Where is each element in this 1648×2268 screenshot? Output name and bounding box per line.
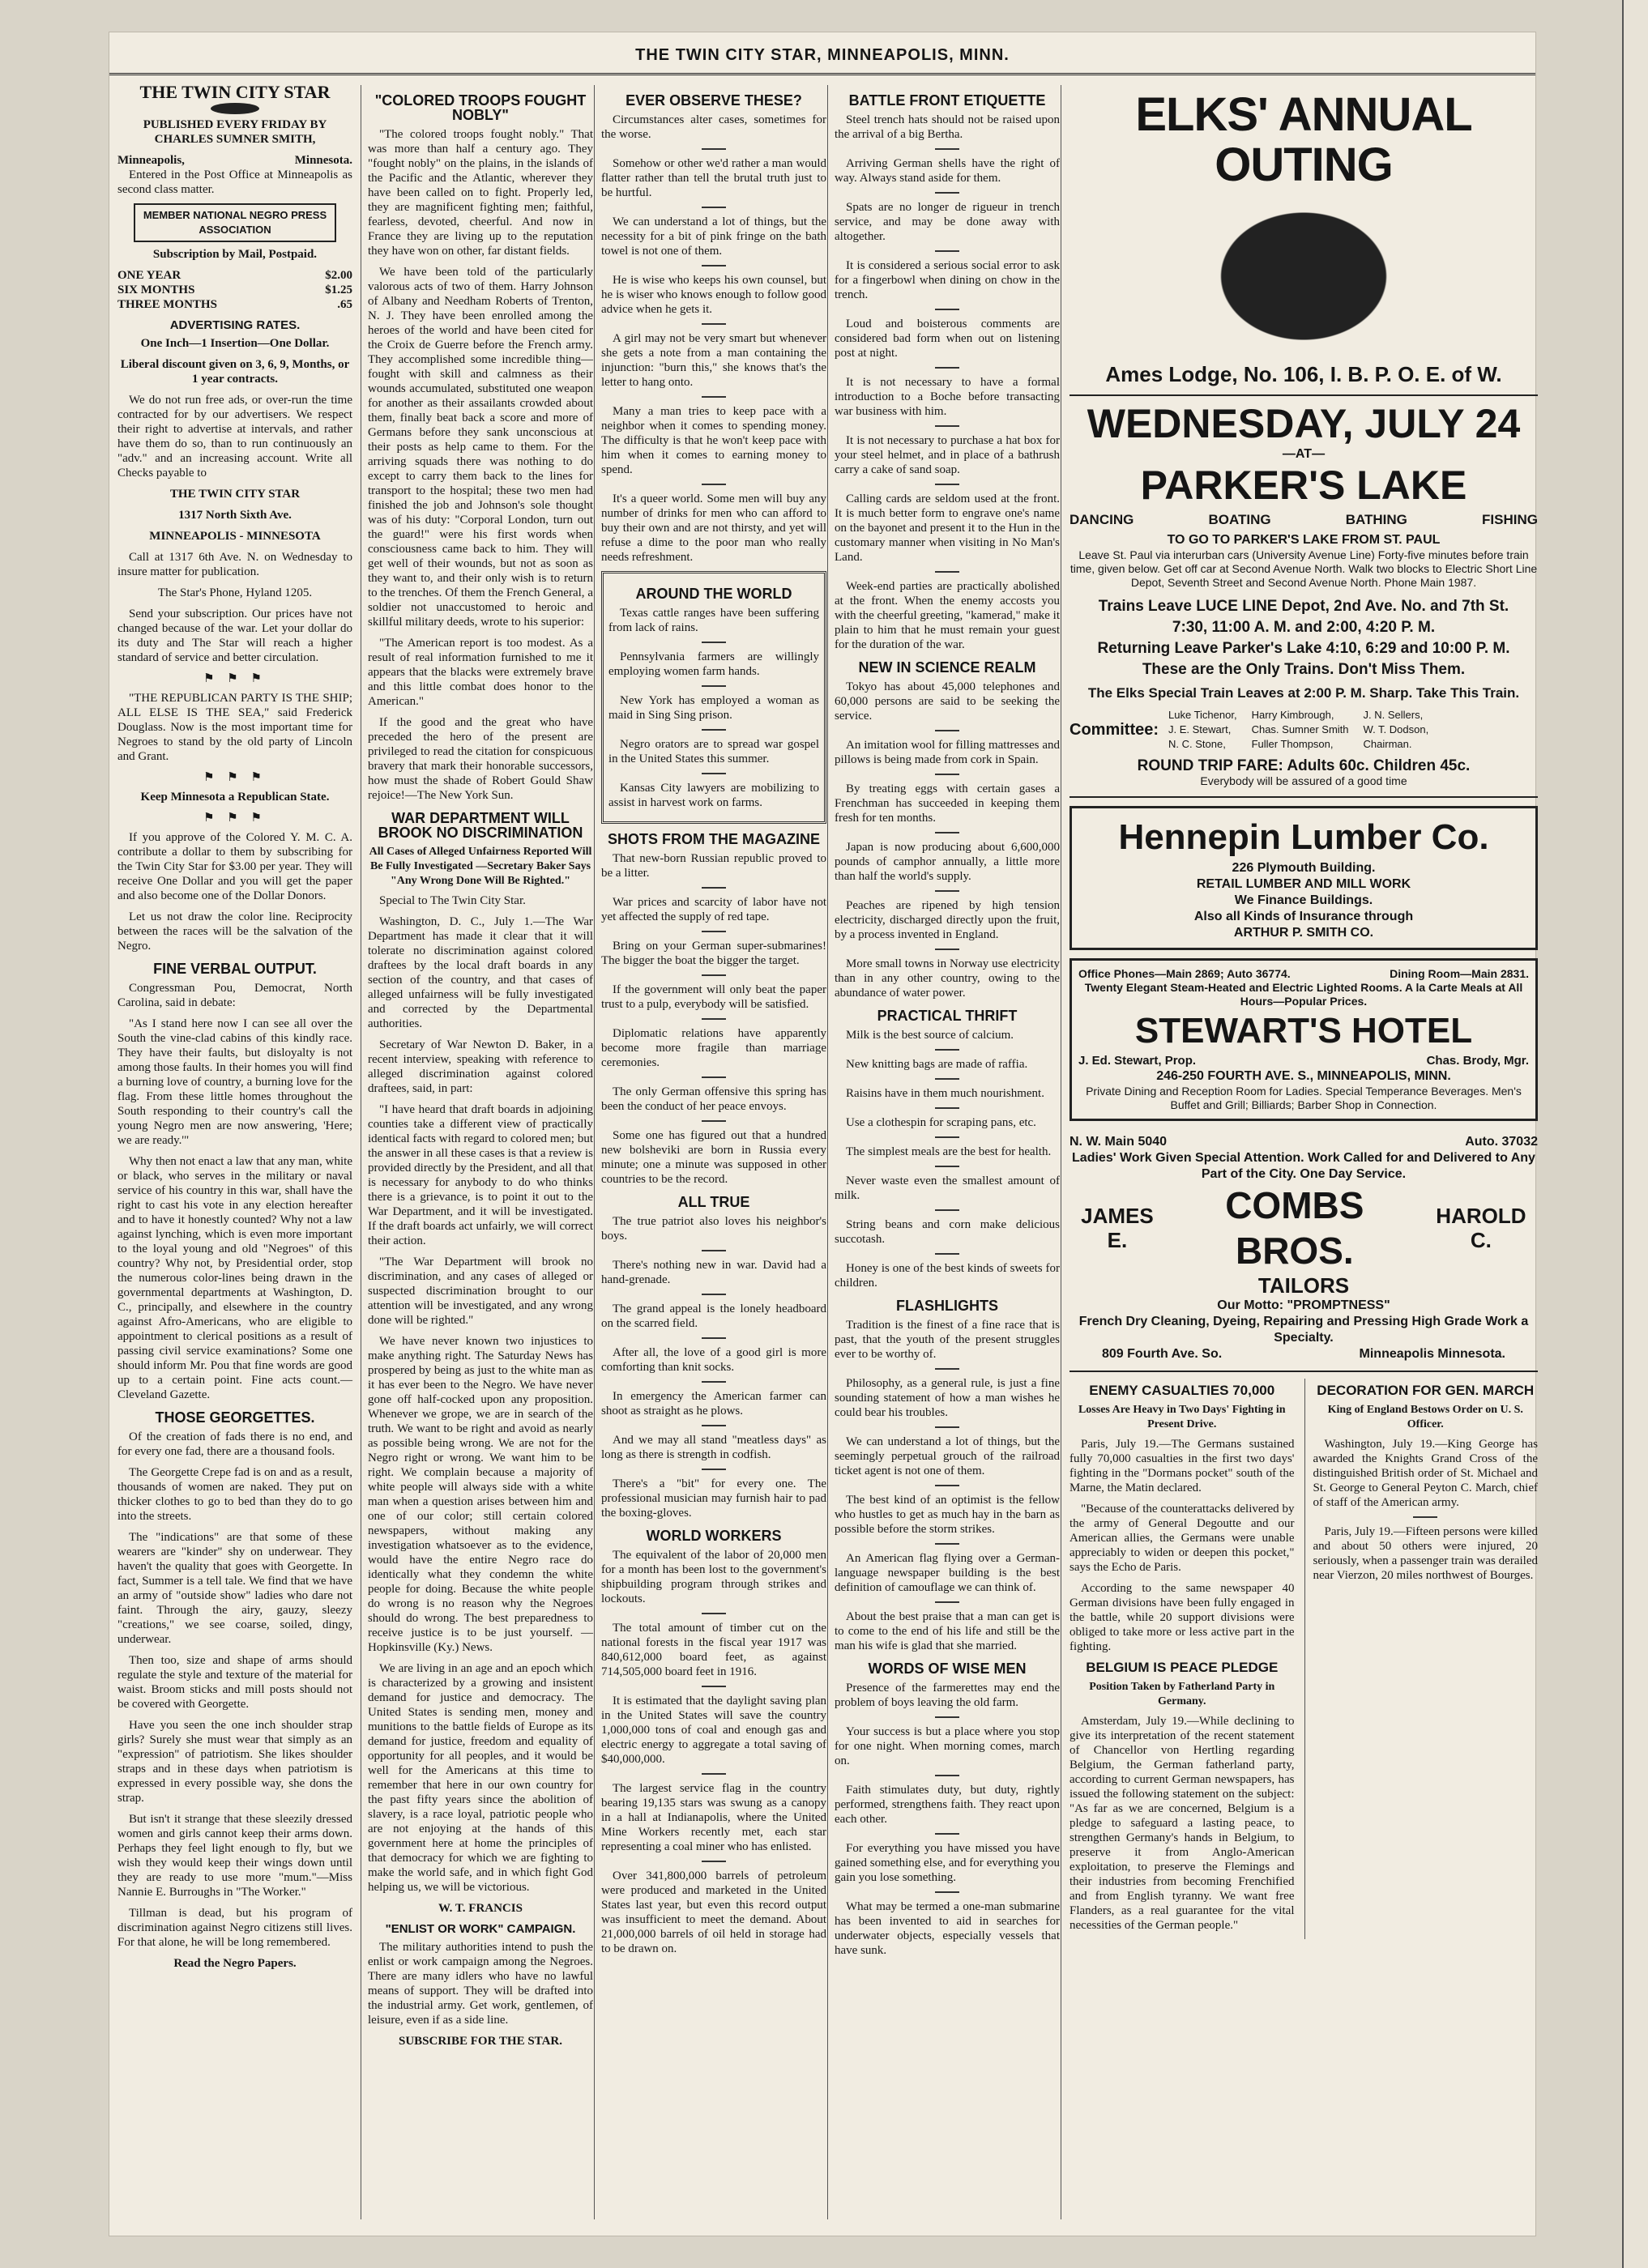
item-paragraph: The equivalent of the labor of 20,000 men for a month has been lost to the government's shipbuilding program through strikes and lockouts. [601, 1549, 826, 1605]
around-world-box [601, 571, 826, 824]
article-paragraph: We are living in an age and an epoch which is characterized by a growing and insistent demand for justice and democracy. The United States is sending men, money and munitions to the battle fields of Europe as its demand for justice, freedom and equality of opportunity for all peoples, and it would be well for the Americans at this time to remember that here in our own country for the past fifty years since the abolition of slavery, is a race loyal, patriotic people who are not enjoying at the hands of this government here at home the principles of that democracy for which we are fighting to make the world safe, and in which fight God helping us, we will be victorious. [368, 1662, 593, 1894]
all-true-heading: ALL TRUE [677, 1194, 750, 1210]
trains-line: Returning Leave Parker's Lake 4:10, 6:29 and 10:00 P. M. [1097, 640, 1510, 657]
article-paragraph: According to the same newspaper 40 German divisions have been fully engaged in the battle, while 20 support divisions were obliged to take more or less active part in the fighting. [1069, 1582, 1295, 1653]
article-paragraph: But isn't it strange that these sleezily dressed women and girls cannot keep their arms down. Perhaps they feel light enough to fly, but we wish they would keep their wings down until they are ready to use more "mum."—Miss Nannie E. Burroughs in "The Worker." [117, 1813, 352, 1899]
address-name: THE TWIN CITY STAR [169, 488, 301, 501]
committee-block [1069, 708, 1538, 752]
combs-bros-ad [1069, 1129, 1538, 1372]
science-heading: NEW IN SCIENCE REALM [858, 659, 1036, 676]
item-paragraph: Some one has figured out that a hundred new bolsheviki are born in Russia every minute; one a minute was supposed in other countries to be the record. [601, 1129, 826, 1186]
item-paragraph: That new-born Russian republic proved to be a litter. [601, 852, 826, 880]
at-label: —AT— [1282, 447, 1326, 461]
combs-tailors: TAILORS [1257, 1273, 1350, 1298]
lower-right-column [1304, 1379, 1539, 1939]
etiquette-heading: BATTLE FRONT ETIQUETTE [848, 92, 1046, 109]
thrift-heading: PRACTICAL THRIFT [877, 1008, 1018, 1024]
column-masthead [117, 85, 359, 2219]
item-paragraph: Pennsylvania farmers are willingly employing women farm hands. [608, 650, 819, 678]
combs-motto: Our Motto: "PROMPTNESS" [1217, 1298, 1390, 1312]
item-paragraph: Circumstances alter cases, sometimes for the worse. [601, 113, 826, 141]
observe-heading: EVER OBSERVE THESE? [625, 92, 802, 109]
article-paragraph: Why then not enact a law that any man, white or black, who serves in the military or naval service of his country in this war, shall have the right to cast his vote in any election hereafter and to have it honestly counted? Why not a law against lynching, which is even more important to the loyal young and old "Negroes" of this country? Why not, by Presidential order, stop the numerous color-lines being drawn in the governmental departments at Washington, D. C., principally, and elsewhere in the country against Afro-Americans, who are eligible to appointment to clerical positions as a result of passing civil service examinations? Some one should inform Mr. Pou that fine words are good up to a certain point. Fine acts count.—Cleveland Gazette. [117, 1155, 352, 1401]
combs-address: 809 Fourth Ave. So. Minneapolis Minnesota. [1102, 1347, 1505, 1361]
adjacent-page-edge [1622, 0, 1648, 2268]
enemy-subheading: Losses Are Heavy in Two Days' Fighting in Present Drive. [1078, 1404, 1286, 1430]
march-heading: DECORATION FOR GEN. MARCH [1317, 1383, 1535, 1398]
location-left: Minneapolis, [117, 154, 185, 167]
item-paragraph: Somehow or other we'd rather a man would flatter rather than tell the brutal truth just to be hurtful. [601, 157, 826, 199]
world-workers-heading: WORLD WORKERS [646, 1528, 782, 1544]
hennepin-title: Hennepin Lumber Co. [1118, 817, 1489, 857]
advertising-discount: Liberal discount given on 3, 6, 9, Months, or 1 year contracts. [120, 358, 350, 386]
lake-name: PARKER'S LAKE [1140, 463, 1467, 508]
item-paragraph: Peaches are ripened by high tension electricity, discharged directly upon the fruit, by a process invented in England. [835, 899, 1060, 941]
article-paragraph: "The American report is too modest. As a result of real information furnished to me it appears that the blacks were extremely brave and this little combat does honor to the American." [368, 637, 593, 708]
article-paragraph: Paris, July 19.—The Germans sustained fully 70,000 casualties in the first two days' fighting in the "Dormans pocket" south of the Marne, the Matin declared. [1069, 1438, 1295, 1494]
fine-verbal-heading: FINE VERBAL OUTPUT. [153, 961, 317, 977]
article-paragraph: Then too, size and shape of arms should regulate the style and texture of the material for waist. Broom sticks and mill posts should not be covered with Georgette. [117, 1654, 352, 1711]
parkers-lake-ad [1069, 396, 1538, 798]
item-paragraph: Texas cattle ranges have been suffering from lack of rains. [608, 607, 819, 634]
combs-services: French Dry Cleaning, Dyeing, Repairing and Pressing High Grade Work a Specialty. [1078, 1315, 1529, 1345]
article-paragraph: If the good and the great who have preceded the hero of the present are privileged to read the citation for conspicuous bravery that mark their honorable successors, how must the shade of Robert Gould Shaw rejoice!—The New York Sun. [368, 716, 593, 802]
article-paragraph: The military authorities intend to push the enlist or work campaign among the Negroes. There are many idlers who have no lawful means of support. They will be drafted into the industrial army. Get work, gentlemen, of leisure, even if as a side line. [368, 1941, 593, 2027]
enlist-heading: "ENLIST OR WORK" CAMPAIGN. [385, 1922, 576, 1936]
article-paragraph: We have never known two injustices to make anything right. The Saturday News has prospered by being as just to the white man as it has ever been to the Negro. We have never gone off half-cocked upon any proposition. Whenever we grope, we are in search of the truth. We want to be right and avoid as nearly as possible being wrong. We are not for the Negro right or wrong. We want him to be right. We complain because a majority of white people will always side with a white man when a question arises between him and one of our color; still certain colored newspapers, without making any investigation whatsoever as to the evidence, would have the entire Negro race do identically what they condemn the white people for doing. Because the white people do wrong is no reason why the Negroes should do wrong. The best preparedness to receive justice is to be just yourself. —Hopkinsville (Ky.) News. [368, 1335, 593, 1654]
advertising-paragraph: We do not run free ads, or over-run the time contracted for by our advertisers. We respect their right to advertise at intervals, and rather have them do so, than to run continuously an "adv." and an increasing account. Write all Checks payable to [117, 394, 352, 480]
color-line-paragraph: Let us not draw the color line. Reciprocity between the races will be the salvation of the Negro. [117, 910, 352, 953]
item-paragraph: The only German offensive this spring has been the conduct of her peace envoys. [601, 1085, 826, 1113]
round-trip-fare: ROUND TRIP FARE: Adults 60c. Children 45c. [1137, 757, 1471, 774]
hennepin-line: We Finance Buildings. [1234, 893, 1373, 907]
item-paragraph: Japan is now producing about 6,600,000 pounds of camphor annually, a little more than half the world's supply. [835, 841, 1060, 883]
directions-text: Leave St. Paul via interurban cars (University Avenue Line) Forty-five minutes before train time, given below. Get off car at Second Avenue North. Walk two blocks to Electric Short Line Depot, Seventh Street and Second Avenue North. Phone Main 1987. [1069, 548, 1538, 589]
elks-ad [1069, 85, 1538, 396]
war-department-subheading: All Cases of Alleged Unfairness Reported Will Be Fully Investigated —Secretary Baker Says "Any Wrong Done Will Be Righted." [369, 846, 592, 887]
item-paragraph: Week-end parties are practically abolished at the front. When the enemy accosts you with the cheerful greeting, "kamerad," make it plain to him that he must remain your guest for the duration of the war. [835, 580, 1060, 651]
lower-news [1069, 1379, 1538, 1939]
column-three [594, 85, 833, 2219]
item-paragraph: Raisins have in them much nourishment. [846, 1087, 1044, 1100]
article-paragraph: The "indications" are that some of these wearers are "kinder" shy on underwear. They haven't the quality that goes with Georgette. In fact, Summer is a tell tale. We find that we have an army of "outside show" ladies who dare not faint. Through the airy, gauzy, sleezy "creations," we see coarse, soiled, dingy, underwear. [117, 1531, 352, 1646]
hennepin-line: ARTHUR P. SMITH CO. [1233, 926, 1374, 940]
lower-left-column [1069, 1379, 1295, 1939]
masthead-title: THE TWIN CITY STAR [139, 85, 331, 102]
republican-quote: "THE REPUBLICAN PARTY IS THE SHIP; ALL ELSE IS THE SEA," said Frederick Douglass. Now is the most important time for Negroes to stand by the old party of Lincoln and Grant. [117, 692, 352, 763]
hotel-note: Private Dining and Reception Room for Ladies. Special Temperance Beverages. Men's Buffet and Grill; Billiards; Barber Shop in Connection. [1086, 1085, 1522, 1111]
item-paragraph: Use a clothespin for scraping pans, etc. [846, 1116, 1036, 1129]
article-paragraph: "As I stand here now I can see all over the South the vine-clad cabins of this kindly race. They have their faults, but disloyalty is not among those faults. In their homes you will find a burning love of country, a burning love for the flag. From these little homes throughout the South responding to their country's call the young Negro men are now answering, 'Here; we are ready.'" [117, 1017, 352, 1147]
item-paragraph: Steel trench hats should not be raised upon the arrival of a big Bertha. [835, 113, 1060, 141]
item-paragraph: Diplomatic relations have apparently become more fragile than marriage ceremonies. [601, 1027, 826, 1069]
georgettes-heading: THOSE GEORGETTES. [155, 1409, 315, 1426]
item-paragraph: Never waste even the smallest amount of milk. [835, 1174, 1060, 1202]
location-row [117, 153, 352, 168]
column-two [361, 85, 600, 2219]
item-paragraph: The grand appeal is the lonely headboard on the scarred field. [601, 1302, 826, 1330]
fare-note: Everybody will be assured of a good time [1200, 774, 1407, 787]
article-paragraph: Secretary of War Newton D. Baker, in a recent interview, speaking with reference to alleged discrimination against colored draftees, said, in part: [368, 1038, 593, 1095]
item-paragraph: There's nothing new in war. David had a hand-grenade. [601, 1259, 826, 1286]
item-paragraph: Philosophy, as a general rule, is just a fine sounding statement of how a man wishes he could bear his troubles. [835, 1377, 1060, 1419]
send-paragraph: Send your subscription. Our prices have not changed because of the war. Let your dollar do its duty and The Star will reach a higher standard of service and better circulation. [117, 608, 352, 664]
hotel-staff: J. Ed. Stewart, Prop. Chas. Brody, Mgr. [1078, 1054, 1529, 1068]
article-paragraph: Amsterdam, July 19.—While declining to give its interpretation of the recent statement of Chancellor von Hertling regarding Belgium, the German fatherland party, according to current German newspapers, has issued the following statement on the subject: "As far as we are concerned, Belgium is a pledge to safeguard a lasting peace, to strengthen Germany's hands in Belgium, to preserve it from Anglo-American exploitation, to preserve the Flemings and their industries from becoming Frenchified and from English tyranny. We want free Flanders, as a real guarantee for the vital necessities of the German people." [1069, 1715, 1295, 1932]
trains-line: Trains Leave LUCE LINE Depot, 2nd Ave. No. and 7th St. [1098, 598, 1509, 615]
item-paragraph: Presence of the farmerettes may end the problem of boys leaving the old farm. [835, 1682, 1060, 1709]
column-advertisements [1061, 85, 1538, 2219]
item-paragraph: Your success is but a place where you stop for one night. When morning comes, march on. [835, 1725, 1060, 1767]
advertising-line: One Inch—1 Insertion—One Dollar. [140, 337, 330, 350]
hennepin-line: RETAIL LUMBER AND MILL WORK [1196, 877, 1411, 891]
item-paragraph: It is estimated that the daylight saving plan in the United States will save the country 1,000,000 tons of coal and enough gas and electric energy to aggregate a total saving of $40,000,000. [601, 1695, 826, 1766]
trains-line: 7:30, 11:00 A. M. and 2:00, 4:20 P. M. [1172, 619, 1436, 636]
item-paragraph: The true patriot also loves his neighbor's boys. [601, 1215, 826, 1243]
combs-title-row: JAMES E. COMBS BROS. HAROLD C. [1081, 1184, 1526, 1272]
rate-row: ONE YEAR $2.00 [117, 269, 352, 282]
war-department-heading: WAR DEPARTMENT WILL BROOK NO DISCRIMINATION [378, 810, 583, 841]
article-paragraph: "The War Department will brook no discrimination, and any cases of alleged or suspected discrimination brought to our attention will be investigated, and any wrong done will be righted." [368, 1256, 593, 1327]
item-paragraph: Faith stimulates duty, but duty, rightly performed, strengthens faith. They react upon each other. [835, 1784, 1060, 1826]
item-paragraph: Honey is one of the best kinds of sweets for children. [835, 1262, 1060, 1290]
item-paragraph: A girl may not be very smart but whenever she gets a note from a man containing the injunction: "burn this," she knows that's the letter to hang onto. [601, 332, 826, 389]
item-paragraph: The total amount of timber cut on the national forests in the fiscal year 1917 was 840,612,000 board feet, as against 714,505,000 board feet in 1916. [601, 1622, 826, 1678]
subscribe-line: SUBSCRIBE FOR THE STAR. [398, 2035, 562, 2048]
item-paragraph: By treating eggs with certain gases a Frenchman has succeeded in keeping them fresh for ten months. [835, 782, 1060, 825]
item-paragraph: What may be termed a one-man submarine has been invented to aid in searches for underwater objects, especially vessels that have sunk. [835, 1900, 1060, 1957]
item-paragraph: After all, the love of a good girl is more comforting than knit socks. [601, 1346, 826, 1374]
running-header: THE TWIN CITY STAR, MINNEAPOLIS, MINN. [109, 40, 1535, 75]
wise-men-heading: WORDS OF WISE MEN [868, 1660, 1027, 1677]
combs-phones: N. W. Main 5040 Auto. 37032 [1069, 1135, 1538, 1149]
call-paragraph: Call at 1317 6th Ave. N. on Wednesday to insure matter for publication. [117, 551, 352, 578]
committee-label: Committee: [1069, 721, 1159, 739]
item-paragraph: Milk is the best source of calcium. [846, 1029, 1014, 1042]
item-paragraph: Over 341,800,000 barrels of petroleum were produced and marketed in the United States last year, but even this record output was insufficient to meet the demand. About 21,000,000 barrels of oil held in storage had to be drawn on. [601, 1869, 826, 1955]
item-paragraph: The best kind of an optimist is the fellow who hustles to get as much hay in the barn as possible before the storm strikes. [835, 1494, 1060, 1536]
item-paragraph: Loud and boisterous comments are considered bad form when out on listening post at night. [835, 318, 1060, 360]
item-paragraph: If the government will only beat the paper trust to a pulp, everybody will be satisfied. [601, 983, 826, 1011]
column-four [827, 85, 1066, 2219]
hennepin-address: 226 Plymouth Building. [1232, 861, 1376, 875]
enemy-casualties-heading: ENEMY CASUALTIES 70,000 [1089, 1383, 1275, 1398]
elk-head-icon [1198, 195, 1409, 357]
article-paragraph: Paris, July 19.—Fifteen persons were killed and about 50 others were injured, 20 seriously, when a passenger train was derailed near Vierzon, 20 miles northwest of Bourges. [1313, 1525, 1538, 1582]
item-paragraph: We can understand a lot of things, but the necessity for a bit of pink fringe on the bath towel is not one of them. [601, 215, 826, 258]
hennepin-line: Also all Kinds of Insurance through [1193, 910, 1414, 923]
member-box: MEMBER NATIONAL NEGRO PRESS ASSOCIATION [134, 203, 336, 242]
item-paragraph: Kansas City lawyers are mobilizing to assist in harvest work on farms. [608, 782, 819, 809]
stewarts-hotel-ad [1069, 958, 1538, 1121]
item-paragraph: We can understand a lot of things, but the seemingly perpetual grouch of the railroad ticket agent is not one of them. [835, 1435, 1060, 1477]
read-negro-papers: Read the Negro Papers. [173, 1957, 297, 1970]
item-paragraph: Arriving German shells have the right of way. Always stand aside for them. [835, 157, 1060, 185]
item-paragraph: It's a queer world. Some men will buy any number of drinks for men who can afford to buy their own and are not thirsty, and yet will refuse a dime to the poor man who really needs refreshment. [601, 492, 826, 564]
combs-work: Ladies' Work Given Special Attention. Work Called for and Delivered to Any Part of the City. One Day Service. [1072, 1151, 1535, 1181]
item-paragraph: String beans and corn make delicious succotash. [835, 1218, 1060, 1246]
directions-heading: TO GO TO PARKER'S LAKE FROM ST. PAUL [1167, 533, 1441, 547]
article-paragraph: We have been told of the particularly valorous acts of two of them. Harry Johnson of Albany and Needham Roberts of Trenton, N. J. They have been enrolled among the heroes of the world and have been cited for the Croix de Guerre before the French army. They accomplished some incredible thing—fought with skill and calmness as their wounds accumulated, substituted one weapon for another as their assailants crowded about them, finally beat back a score and more of Germans before they sank unconscious at their posts as help came to them. For the arriving squads there was nothing to do except to carry them back to the lines for transport to the hospital; these two men had finished the job and Johnson's sole thought was of his duty: "Corporal London, turn out the guard!" were his first words when consciousness came back to him. They will get well of their wounds, but not as soon as they want to, and their only wish is to return to the trenches. Of them the French General, a soldier not unaccustomed to heroic and skillful military deeds, wrote to his superior: [368, 266, 593, 629]
article-paragraph: Special to The Twin City Star. [379, 894, 526, 907]
advertising-heading: ADVERTISING RATES. [169, 318, 301, 332]
flag-ornament-icon: ⚑ ⚑ ⚑ [203, 771, 267, 784]
item-paragraph: And we may all stand "meatless days" as long as there is strength in codfish. [601, 1434, 826, 1461]
article-paragraph: Of the creation of fads there is no end, and for every one fad, there are a thousand fools. [117, 1430, 352, 1458]
item-paragraph: For everything you have missed you have gained something else, and for everything you gain you lose something. [835, 1842, 1060, 1884]
item-paragraph: The simplest meals are the best for health. [846, 1145, 1052, 1158]
item-paragraph: It is not necessary to purchase a hat box for your steel helmet, and in place of a bathrush carry a cake of sand soap. [835, 434, 1060, 476]
event-date: WEDNESDAY, JULY 24 [1087, 401, 1521, 446]
item-paragraph: It is considered a serious social error to ask for a fingerbowl when dining on chow in the trench. [835, 259, 1060, 301]
article-paragraph: Washington, July 19.—King George has awarded the Knights Grand Cross of the distinguished British order of St. Michael and St. George to General Peyton C. March, chief of staff of the American army. [1313, 1438, 1538, 1509]
item-paragraph: In emergency the American farmer can shoot as straight as he plows. [601, 1390, 826, 1418]
item-paragraph: He is wise who keeps his own counsel, but he is wiser who knows enough to follow good advice when he gets it. [601, 274, 826, 316]
special-train: The Elks Special Train Leaves at 2:00 P. M. Sharp. Take This Train. [1087, 685, 1520, 701]
newspaper-page [109, 32, 1538, 2236]
article-paragraph: "Because of the counterattacks delivered by the army of General Degoutte and our American allies, the Germans were unable appreciably to widen or deepen this pocket," says the Echo de Paris. [1069, 1503, 1295, 1574]
rate-row: THREE MONTHS .65 [117, 298, 352, 311]
item-paragraph: More small towns in Norway use electricity than in any other country, owing to the abundance of water power. [835, 957, 1060, 1000]
flashlights-heading: FLASHLIGHTS [896, 1298, 998, 1314]
article-paragraph: Have you seen the one inch shoulder strap girls? Surely she must wear that simply as an "expression" of patriotism. She likes shoulder straps and in these days when patriotism is expressed in every possible way, she dons the strap. [117, 1719, 352, 1805]
address-city: MINNEAPOLIS - MINNESOTA [149, 530, 321, 543]
around-world-heading: AROUND THE WORLD [635, 586, 792, 602]
item-paragraph: Negro orators are to spread war gospel in the United States this summer. [608, 738, 819, 765]
published-by: PUBLISHED EVERY FRIDAY BY CHARLES SUMNER SMITH, [143, 118, 327, 146]
committee-names: Luke Tichenor, Harry Kimbrough, J. N. Sellers, J. E. Stewart, Chas. Sumner Smith W. T. Dodson, N. C. Stone, Fuller Thompson, Chairman. [1168, 709, 1429, 750]
article-paragraph: The Georgette Crepe fad is on and as a result, thousands of women are naked. They put on thicker clothes to go to bed than they do to go into the streets. [117, 1466, 352, 1523]
address-street: 1317 North Sixth Ave. [178, 509, 292, 522]
hotel-address: 246-250 FOURTH AVE. S., MINNEAPOLIS, MINN. [1156, 1069, 1451, 1083]
tillman-paragraph: Tillman is dead, but his program of discrimination against Negro citizens still lives. For that alone, he will be long remembered. [117, 1907, 352, 1949]
elks-lodge: Ames Lodge, No. 106, I. B. P. O. E. of W. [1105, 362, 1502, 386]
item-paragraph: Bring on your German super-submarines! The bigger the boat the bigger the target. [601, 940, 826, 967]
flag-ornament-icon: ⚑ ⚑ ⚑ [203, 812, 267, 825]
article-author: W. T. FRANCIS [438, 1902, 523, 1915]
item-paragraph: There's a "bit" for every one. The professional musician may furnish hair to pad the boxing-gloves. [601, 1477, 826, 1520]
item-paragraph: Tokyo has about 45,000 telephones and 60,000 persons are said to be seeking the service. [835, 680, 1060, 723]
hennepin-lumber-ad [1069, 806, 1538, 950]
entered-note: Entered in the Post Office at Minneapolis as second class matter. [117, 168, 352, 196]
trains-line: These are the Only Trains. Don't Miss Them. [1142, 661, 1466, 678]
march-subheading: King of England Bestows Order on U. S. Officer. [1327, 1404, 1523, 1430]
ornament-icon [211, 103, 259, 114]
item-paragraph: An American flag flying over a German-language newspaper building is the best definition of camouflage we can think of. [835, 1552, 1060, 1594]
elks-title: ELKS' ANNUAL OUTING [1135, 88, 1472, 191]
keep-minnesota: Keep Minnesota a Republican State. [140, 791, 330, 804]
subscription-rates [117, 268, 352, 312]
item-paragraph: New York has employed a woman as maid in Sing Sing prison. [608, 694, 819, 722]
colored-troops-heading: "COLORED TROOPS FOUGHT NOBLY" [374, 92, 587, 123]
article-paragraph: Washington, D. C., July 1.—The War Department has made it clear that it will tolerate no discrimination against colored draftees by the local draft boards in any section of the country, and that cases of alleged unfairness will be fully investigated and corrected by the Departmental authorities. [368, 915, 593, 1030]
belgium-heading: BELGIUM IS PEACE PLEDGE [1086, 1660, 1279, 1675]
subscription-heading: Subscription by Mail, Postpaid. [152, 248, 318, 261]
item-paragraph: Calling cards are seldom used at the front. It is much better form to engrave one's name on the bayonet and present it to the Hun in the customary manner when visiting in No Man's Land. [835, 492, 1060, 564]
article-paragraph: "I have heard that draft boards in adjoining counties take a different view of practically identical facts with regard to colored men; but the answer in all these cases is that a review is provided directly by the President, and all that is necessary for anybody to do who thinks there is a grievance, is to point it out to the War Department, and it will be investigated. If the draft boards act unfairly, we will correct their action. [368, 1103, 593, 1247]
ymca-paragraph: If you approve of the Colored Y. M. C. A. contribute a dollar to them by subscribing for the Twin City Star for $3.00 per year. They will receive One Dollar and you will get the paper and also become one of the Dollar Donors. [117, 831, 352, 902]
magazine-heading: SHOTS FROM THE MAGAZINE [608, 831, 820, 847]
location-right: Minnesota. [294, 154, 352, 167]
item-paragraph: Tradition is the finest of a fine race that is past, that the youth of the present struggles ever to be worthy of. [835, 1319, 1060, 1361]
hotel-rooms: Twenty Elegant Steam-Heated and Electric Lighted Rooms. A la Carte Meals at All Hours—Popular Prices. [1084, 981, 1523, 1008]
hotel-phones: Office Phones—Main 2869; Auto 36774. Dining Room—Main 2831. [1078, 967, 1529, 980]
rate-row: SIX MONTHS $1.25 [117, 284, 352, 296]
item-paragraph: Many a man tries to keep pace with a neighbor when it comes to spending money. The difficulty is that he won't keep pace with him when it comes to earning money to spend. [601, 405, 826, 476]
article-paragraph: "The colored troops fought nobly." That was more than half a century ago. They "fought nobly" on the plains, in the islands of the Pacific and the Atlantic, wherever they have been called on to fight. Properly led, they are magnificent fighting men; faithful, fearless, devoted, cheerful. And now in France they are living up to the reputation they have won on other, far distant fields. [368, 128, 593, 258]
activities-row: DANCING BOATING BATHING FISHING [1069, 512, 1538, 527]
item-paragraph: Spats are no longer de rigueur in trench service, and may be done away with altogether. [835, 201, 1060, 243]
item-paragraph: About the best praise that a man can get is to come to the end of his life and still be the man his wife is glad that she married. [835, 1610, 1060, 1652]
hotel-title: STEWART'S HOTEL [1134, 1011, 1473, 1051]
item-paragraph: War prices and scarcity of labor have not yet affected the supply of red tape. [601, 896, 826, 923]
item-paragraph: It is not necessary to have a formal introduction to a Boche before transacting war business with him. [835, 376, 1060, 418]
article-paragraph: Congressman Pou, Democrat, North Carolina, said in debate: [117, 982, 352, 1009]
item-paragraph: The largest service flag in the country bearing 19,135 stars was swung as a canopy in a hall at Indianapolis, where the United Mine Workers recently met, each star representing a coal miner who has enlisted. [601, 1782, 826, 1853]
item-paragraph: New knitting bags are made of raffia. [846, 1058, 1028, 1071]
item-paragraph: An imitation wool for filling mattresses and pillows is being made from cork in Spain. [835, 739, 1060, 766]
belgium-subheading: Position Taken by Fatherland Party in Germany. [1089, 1681, 1275, 1707]
flag-ornament-icon: ⚑ ⚑ ⚑ [203, 672, 267, 685]
phone-line: The Star's Phone, Hyland 1205. [157, 586, 313, 599]
